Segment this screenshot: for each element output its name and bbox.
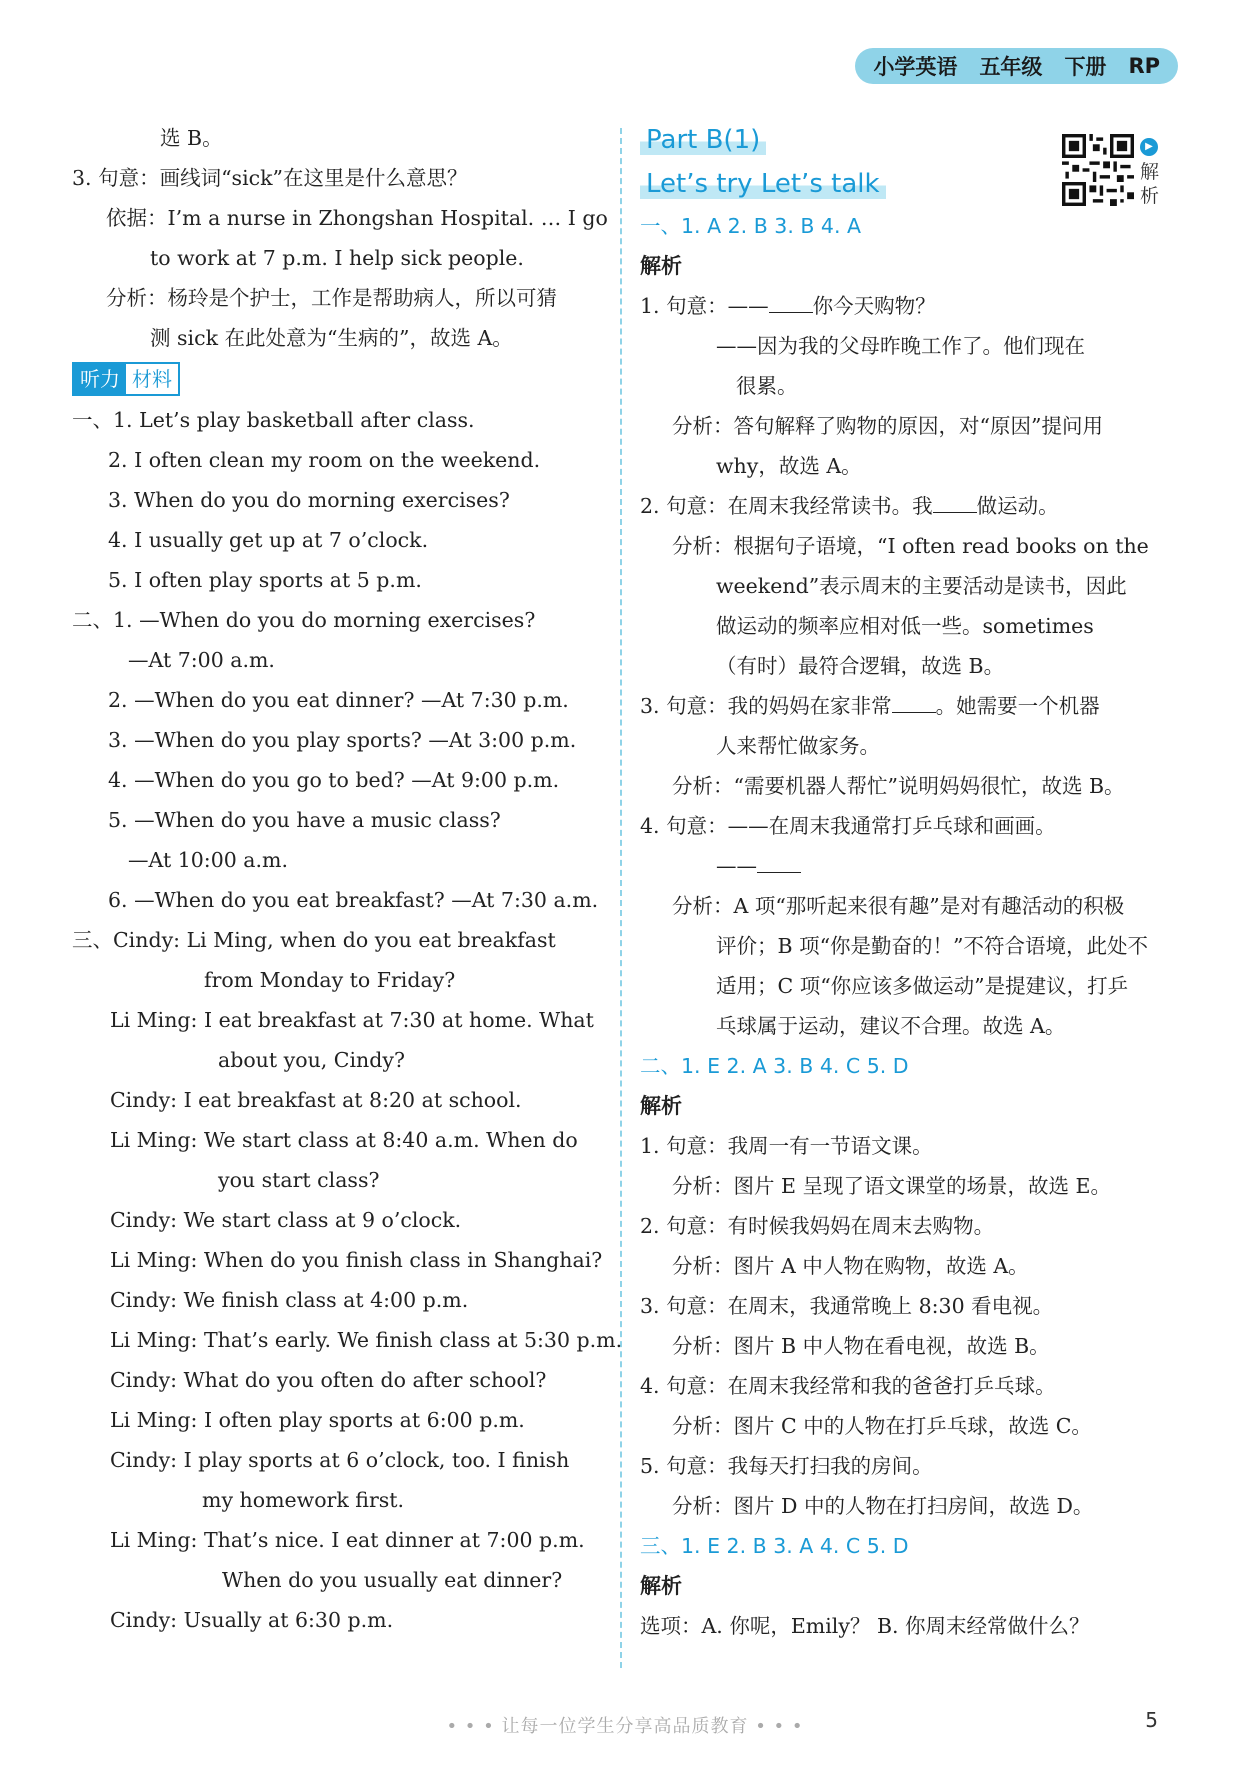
header-tag <box>855 48 1178 84</box>
listening-line: Cindy: Usually at 6:30 p.m. <box>110 1608 394 1632</box>
answers-section-2: 二、1. E 2. A 3. B 4. C 5. D <box>640 1054 909 1078</box>
line-part: 1. 句意：—— <box>640 294 769 318</box>
listening-line: 一、1. Let’s play basketball after class. <box>72 408 475 432</box>
text-line: 5. 句意：我每天打扫我的房间。 <box>640 1454 933 1478</box>
text-line: 分析：杨玲是个护士，工作是帮助病人，所以可猜 <box>106 286 557 310</box>
listening-line: 4. —When do you go to bed? —At 9:00 p.m. <box>108 768 560 792</box>
text-line: 分析：“需要机器人帮忙”说明妈妈很忙，故选 B。 <box>672 774 1125 798</box>
analysis-heading: 解析 <box>640 1094 682 1118</box>
answer-blank <box>757 852 801 873</box>
text-line: 评价；B 项“你是勤奋的！”不符合语境，此处不 <box>716 934 1149 958</box>
text-line <box>640 286 1180 326</box>
listening-line: —At 10:00 a.m. <box>128 848 288 872</box>
line-part: 2. 句意：在周末我经常读书。我 <box>640 494 933 518</box>
line-part: 。她需要一个机器 <box>935 694 1100 718</box>
play-icon[interactable]: ▶ <box>1140 138 1158 156</box>
listening-line: 二、1. —When do you do morning exercises? <box>72 608 536 632</box>
listening-line: Li Ming: That’s nice. I eat dinner at 7:00 p.m. <box>110 1528 585 1552</box>
text-line: 4. 句意：在周末我经常和我的爸爸打乒乓球。 <box>640 1374 1056 1398</box>
lesson-title-text: Let’s try Let’s talk <box>640 169 886 199</box>
listening-line: Li Ming: I often play sports at 6:00 p.m. <box>110 1408 525 1432</box>
header-volume: 下册 <box>1064 55 1107 79</box>
column-divider <box>620 128 622 1668</box>
text-line: 适用；C 项“你应该多做运动”是提建议，打乒 <box>716 974 1129 998</box>
text-line: 3. 句意：画线词“sick”在这里是什么意思？ <box>72 166 468 190</box>
listening-line: Li Ming: That’s early. We finish class at 5:30 p.m. <box>110 1328 623 1352</box>
text-line <box>640 846 1180 886</box>
text-line: 分析：图片 A 中人物在购物，故选 A。 <box>672 1254 1029 1278</box>
text-line: 分析：A 项“那听起来很有趣”是对有趣活动的积极 <box>672 894 1125 918</box>
badge-part-1: 听力 <box>74 364 126 394</box>
text-line: 2. 句意：有时候我妈妈在周末去购物。 <box>640 1214 995 1238</box>
listening-line: Li Ming: When do you finish class in Shanghai? <box>110 1248 603 1272</box>
listening-line: Cindy: We finish class at 4:00 p.m. <box>110 1288 469 1312</box>
answer-blank <box>892 692 936 713</box>
listening-line: Li Ming: We start class at 8:40 a.m. When do <box>110 1128 578 1152</box>
listening-material-badge <box>72 362 180 396</box>
qr-code-icon[interactable] <box>1062 134 1134 206</box>
listening-line: Cindy: What do you often do after school? <box>110 1368 547 1392</box>
analysis-heading: 解析 <box>640 254 682 278</box>
qr-label: 解析 <box>1140 161 1160 207</box>
listening-line: my homework first. <box>202 1488 405 1512</box>
text-line: 选 B。 <box>160 126 223 150</box>
listening-line: —At 7:00 a.m. <box>128 648 275 672</box>
part-title-text: Part B(1) <box>640 125 766 155</box>
line-part: —— <box>716 854 757 878</box>
text-line: 乓球属于运动，建议不合理。故选 A。 <box>716 1014 1066 1038</box>
left-column <box>72 118 623 1640</box>
text-line: ——因为我的父母昨晚工作了。他们现在 <box>716 334 1085 358</box>
text-line <box>640 486 1180 526</box>
listening-line: about you, Cindy? <box>218 1048 405 1072</box>
listening-line: When do you usually eat dinner? <box>222 1568 563 1592</box>
text-line: 做运动的频率应相对低一些。sometimes <box>716 614 1094 638</box>
listening-line: 5. —When do you have a music class? <box>108 808 501 832</box>
line-part: 做运动。 <box>976 494 1059 518</box>
footer-slogan: • • • 让每一位学生分享高品质教育 • • • <box>446 1716 804 1737</box>
text-line: 1. 句意：我周一有一节语文课。 <box>640 1134 933 1158</box>
text-line: 4. 句意：——在周末我通常打乒乓球和画画。 <box>640 814 1056 838</box>
analysis-heading: 解析 <box>640 1574 682 1598</box>
listening-line: 5. I often play sports at 5 p.m. <box>108 568 422 592</box>
listening-line: from Monday to Friday? <box>204 968 456 992</box>
text-line: 分析：图片 C 中的人物在打乒乓球，故选 C。 <box>672 1414 1092 1438</box>
text-line: 依据：I’m a nurse in Zhongshan Hospital. … I go <box>106 206 608 230</box>
text-line: 测 sick 在此处意为“生病的”，故选 A。 <box>150 326 513 350</box>
text-line: 分析：根据句子语境，“I often read books on the <box>672 534 1149 558</box>
listening-line: 4. I usually get up at 7 o’clock. <box>108 528 429 552</box>
text-line: 3. 句意：在周末，我通常晚上 8:30 看电视。 <box>640 1294 1054 1318</box>
text-line: why，故选 A。 <box>716 454 862 478</box>
answer-blank <box>933 492 977 513</box>
listening-line: 三、Cindy: Li Ming, when do you eat breakfast <box>72 928 556 952</box>
text-line: （有时）最符合逻辑，故选 B。 <box>716 654 1005 678</box>
text-line: 人来帮忙做家务。 <box>716 734 880 758</box>
answers-section-1: 一、1. A 2. B 3. B 4. A <box>640 214 862 238</box>
answers-section-3: 三、1. E 2. B 3. A 4. C 5. D <box>640 1534 909 1558</box>
listening-line: Cindy: I play sports at 6 o’clock, too. I finish <box>110 1448 570 1472</box>
listening-line: 6. —When do you eat breakfast? —At 7:30 a.m. <box>108 888 599 912</box>
listening-line: you start class? <box>218 1168 380 1192</box>
listening-line: 2. I often clean my room on the weekend. <box>108 448 541 472</box>
text-line: to work at 7 p.m. I help sick people. <box>150 246 524 270</box>
header-subject: 小学英语 <box>873 55 958 79</box>
text-line: 分析：答句解释了购物的原因，对“原因”提问用 <box>672 414 1103 438</box>
badge-part-2: 材料 <box>126 364 178 394</box>
listening-line: 3. When do you do morning exercises? <box>108 488 510 512</box>
listening-line: 2. —When do you eat dinner? —At 7:30 p.m. <box>108 688 569 712</box>
listening-line: Cindy: We start class at 9 o’clock. <box>110 1208 462 1232</box>
text-line: 分析：图片 E 呈现了语文课堂的场景，故选 E。 <box>672 1174 1111 1198</box>
listening-line: Li Ming: I eat breakfast at 7:30 at home. What <box>110 1008 594 1032</box>
header-edition: RP <box>1128 54 1160 78</box>
line-part: 3. 句意：我的妈妈在家非常 <box>640 694 892 718</box>
line-part: 你今天购物？ <box>812 294 936 318</box>
text-line: 分析：图片 B 中人物在看电视，故选 B。 <box>672 1334 1050 1358</box>
page-number: 5 <box>1145 1708 1158 1732</box>
listening-line: 3. —When do you play sports? —At 3:00 p.m. <box>108 728 577 752</box>
listening-line: Cindy: I eat breakfast at 8:20 at school. <box>110 1088 522 1112</box>
text-line: 分析：图片 D 中的人物在打扫房间，故选 D。 <box>672 1494 1094 1518</box>
text-line: 选项：A. 你呢，Emily？ B. 你周末经常做什么？ <box>640 1614 1090 1638</box>
answer-blank <box>769 292 813 313</box>
right-column <box>640 118 1180 1646</box>
text-line: 很累。 <box>736 374 798 398</box>
text-line: weekend”表示周末的主要活动是读书，因此 <box>716 574 1127 598</box>
header-grade: 五年级 <box>979 55 1043 79</box>
text-line <box>640 686 1180 726</box>
